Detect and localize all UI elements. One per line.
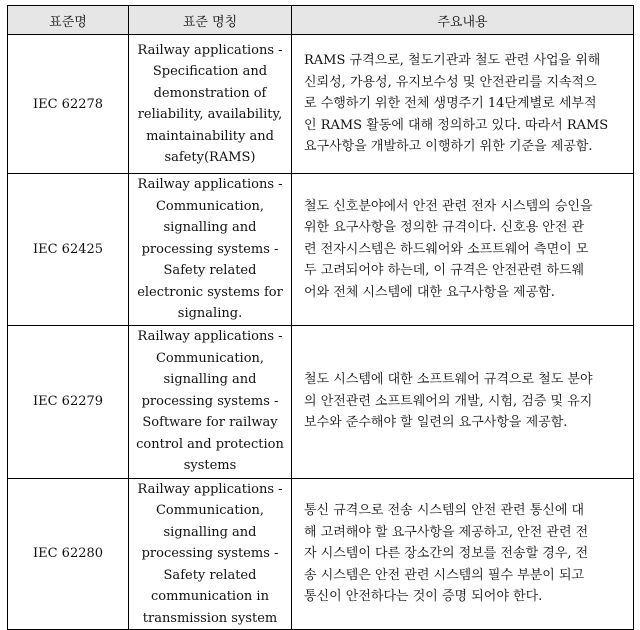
standard-name-line: Specification and [152,64,268,79]
table-row [8,478,634,630]
standard-name-line: signalling and [163,524,257,540]
standard-name-line: Safety related [163,263,257,278]
standard-name-line: Software for railway [142,415,278,431]
header-standard-code: 표준명 [8,6,129,35]
standard-name-line: Communication, [155,198,265,214]
standard-code-cell: IEC 62279 [8,325,129,478]
main-content-line: 철도 시스템에 대한 소프트웨어 규격으로 철도 분야 [304,372,593,388]
standard-name-line: Communication, [155,350,265,366]
standard-name-line: transmission system [142,610,278,626]
main-content-line: 어와 전체 시스템에 대한 요구사항을 제공함. [304,284,555,300]
standard-name-cell [129,174,292,326]
standard-name-line: Railway applications - [137,177,283,192]
main-content-line: 철도 신호분야에서 안전 관련 전자 시스템의 승인을 [304,198,593,214]
standard-name-line: safety(RAMS) [164,150,256,165]
main-content-line: 자 시스템이 다른 장소간의 정보를 전송할 경우, 전 [304,546,589,561]
standard-name-line: electronic systems for [137,284,283,300]
standard-name-line: signalling and [163,220,257,235]
main-content-line: 로 수행하기 위한 전체 생명주기 14단계별로 세부적 [304,96,597,112]
main-content-line: 의 안전관련 소프트웨어의 개발, 시험, 검증 및 유지 [304,393,593,409]
standards-table [7,5,634,630]
main-content-line: 통신이 안전하다는 것이 증명 되어야 한다. [304,589,543,604]
header-main-content: 주요내용 [292,6,634,35]
main-content-line: 해 고려해야 할 요구사항을 제공하고, 안전 관련 전 [304,524,589,540]
standard-name-line: communication in [151,589,269,604]
standard-name-line: maintainability and [146,128,274,144]
table-row [8,35,634,174]
standard-name-line: demonstration of [153,85,267,101]
standard-name-line: Railway applications - [137,42,283,58]
standard-code-cell: IEC 62280 [8,478,129,630]
table-header-row [8,6,634,35]
main-content-cell [292,35,634,174]
main-content-line: 련 전자시스템은 하드웨어와 소프트웨어 측면이 모 [304,241,589,257]
standard-code-cell: IEC 62425 [8,174,129,326]
standard-name-line: systems [183,458,237,474]
standard-name-line: processing systems - [141,546,279,561]
standard-name-line: Communication, [155,503,265,518]
header-standard-name: 표준 명칭 [129,6,292,35]
main-content-line: 통신 규격으로 전송 시스템의 안전 관련 통신에 대 [304,503,585,518]
main-content-line: 인 RAMS 활동에 대해 정의하고 있다. 따라서 RAMS [304,117,609,133]
standard-name-cell [129,35,292,174]
main-content-line: 요구사항을 개발하고 이행하기 위한 기준을 제공함. [304,139,593,155]
main-content-line: 위한 요구사항을 정의한 규격이다. 신호용 안전 관 [304,220,585,235]
main-content-line: RAMS 규격으로, 철도기관과 철도 관련 사업을 위해 [304,53,601,69]
main-content-line: 두 고려되어야 하는데, 이 규격은 안전관련 하드웨 [304,263,585,278]
main-content-line: 보수와 준수해야 할 일련의 요구사항을 제공함. [304,415,568,431]
standard-name-line: signalling and [163,372,257,388]
main-content-cell [292,325,634,478]
standard-name-line: processing systems - [141,241,279,257]
standard-code-cell: IEC 62278 [8,35,129,174]
standard-name-cell [129,478,292,630]
table-row [8,325,634,478]
standard-name-line: processing systems - [141,393,279,409]
main-content-cell [292,174,634,326]
standard-name-cell [129,325,292,478]
standard-name-line: Safety related [163,567,257,583]
main-content-line: 송 시스템은 안전 관련 시스템의 필수 부분이 되고 [304,567,585,583]
standard-name-line: reliability, availability, [137,107,283,122]
standard-name-line: control and protection [136,436,284,452]
standard-name-line: signaling. [177,306,243,321]
standard-name-line: Railway applications - [137,329,283,345]
main-content-line: 신뢰성, 가용성, 유지보수성 및 안전관리를 지속적으 [304,74,597,90]
table-row [8,174,634,326]
main-content-cell [292,478,634,630]
standard-name-line: Railway applications - [137,481,283,497]
